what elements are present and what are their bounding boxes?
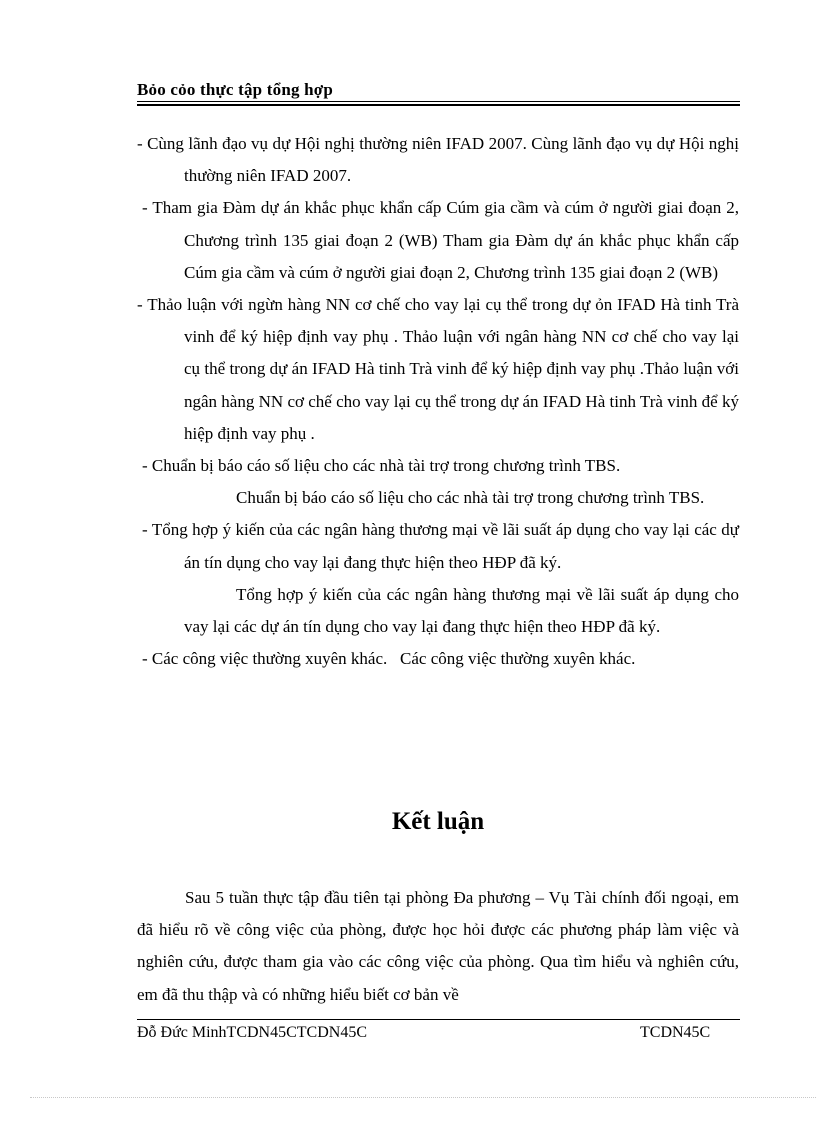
footer-author: Đỗ Đức MinhTCDN45CTCDN45C <box>137 1024 368 1041</box>
header-rule-thick <box>137 104 740 106</box>
list-dash: - <box>142 520 152 540</box>
list-dash: - <box>142 198 153 218</box>
list-item-continuation: Chuẩn bị báo cáo số liệu cho các nhà tài trợ trong chương trình TBS. <box>236 488 705 508</box>
list-item-text: Cùng lãnh đạo vụ dự Hội nghị thường niên IFAD 2007. Cùng lãnh đạo vụ dự Hội nghị thường niên IFAD 2007. <box>147 134 739 186</box>
list-item <box>137 128 739 192</box>
footer-rule <box>137 1019 740 1020</box>
task-list <box>137 128 739 675</box>
running-header-title: Bỏo cỏo thực tập tổng hợp <box>137 80 334 99</box>
list-dash: - <box>142 649 152 669</box>
list-item-continuation: Tổng hợp ý kiến của các ngân hàng thương mại về lãi suất áp dụng cho vay lại các dự án tín dụng cho vay lại đang thực hiện theo HĐP đã ký. <box>184 584 739 637</box>
list-item <box>137 192 739 289</box>
conclusion-paragraph: Sau 5 tuần thực tập đầu tiên tại phòng Đa phương – Vụ Tài chính đối ngoại, em đã hiểu rõ về công việc của phòng, được học hỏi được các phương pháp làm việc và nghiên cứu, được tham gia vào các công việc của phòng. Qua tìm hiểu và nghiên cứu, em đã thu thập và có những hiểu biết cơ bản về <box>137 888 739 1004</box>
footer-class-code: TCDN45C <box>640 1024 711 1041</box>
list-item-text: Các công việc thường xuyên khác. Các công việc thường xuyên khác. <box>151 649 636 669</box>
list-item <box>137 450 739 514</box>
list-item-text: Thảo luận với ngừn hàng NN cơ chế cho vay lại cụ thể trong dự ỏn IFAD Hà tinh Trà vinh để ký hiệp định vay phụ . Thảo luận với ngân hàng NN cơ chế cho vay lại cụ thể trong dự án IFAD Hà tinh Trà vinh để ký hiệp định vay phụ .Thảo luận với ngân hàng NN cơ chế cho vay lại cụ thể trong dự án IFAD Hà tinh Trà vinh để ký hiệp định vay phụ . <box>147 295 739 443</box>
list-item-text: Tham gia Đàm dự án khắc phục khẩn cấp Cúm gia cầm và cúm ở người giai đoạn 2, Chương trình 135 giai đoạn 2 (WB) Tham gia Đàm dự án khắc phục khẩn cấp Cúm gia cầm và cúm ở người giai đoạn 2, Chương trình 135 giai đoạn 2 (WB) <box>152 198 739 282</box>
page-edge-dotted <box>30 1097 816 1098</box>
list-item <box>137 514 739 643</box>
list-dash: - <box>137 134 148 153</box>
list-item-text: Chuẩn bị báo cáo số liệu cho các nhà tài trợ trong chương trình TBS. <box>151 456 621 476</box>
list-item <box>137 643 739 675</box>
list-dash: - <box>142 456 152 476</box>
list-dash: - <box>137 295 148 315</box>
list-item <box>137 289 739 450</box>
header-rule-thin <box>137 101 740 102</box>
list-item-text: Tổng hợp ý kiến của các ngân hàng thương mại về lãi suất áp dụng cho vay lại các dự án tín dụng cho vay lại đang thực hiện theo HĐP đã ký. <box>151 520 740 572</box>
section-heading: Kết luận <box>391 808 485 835</box>
